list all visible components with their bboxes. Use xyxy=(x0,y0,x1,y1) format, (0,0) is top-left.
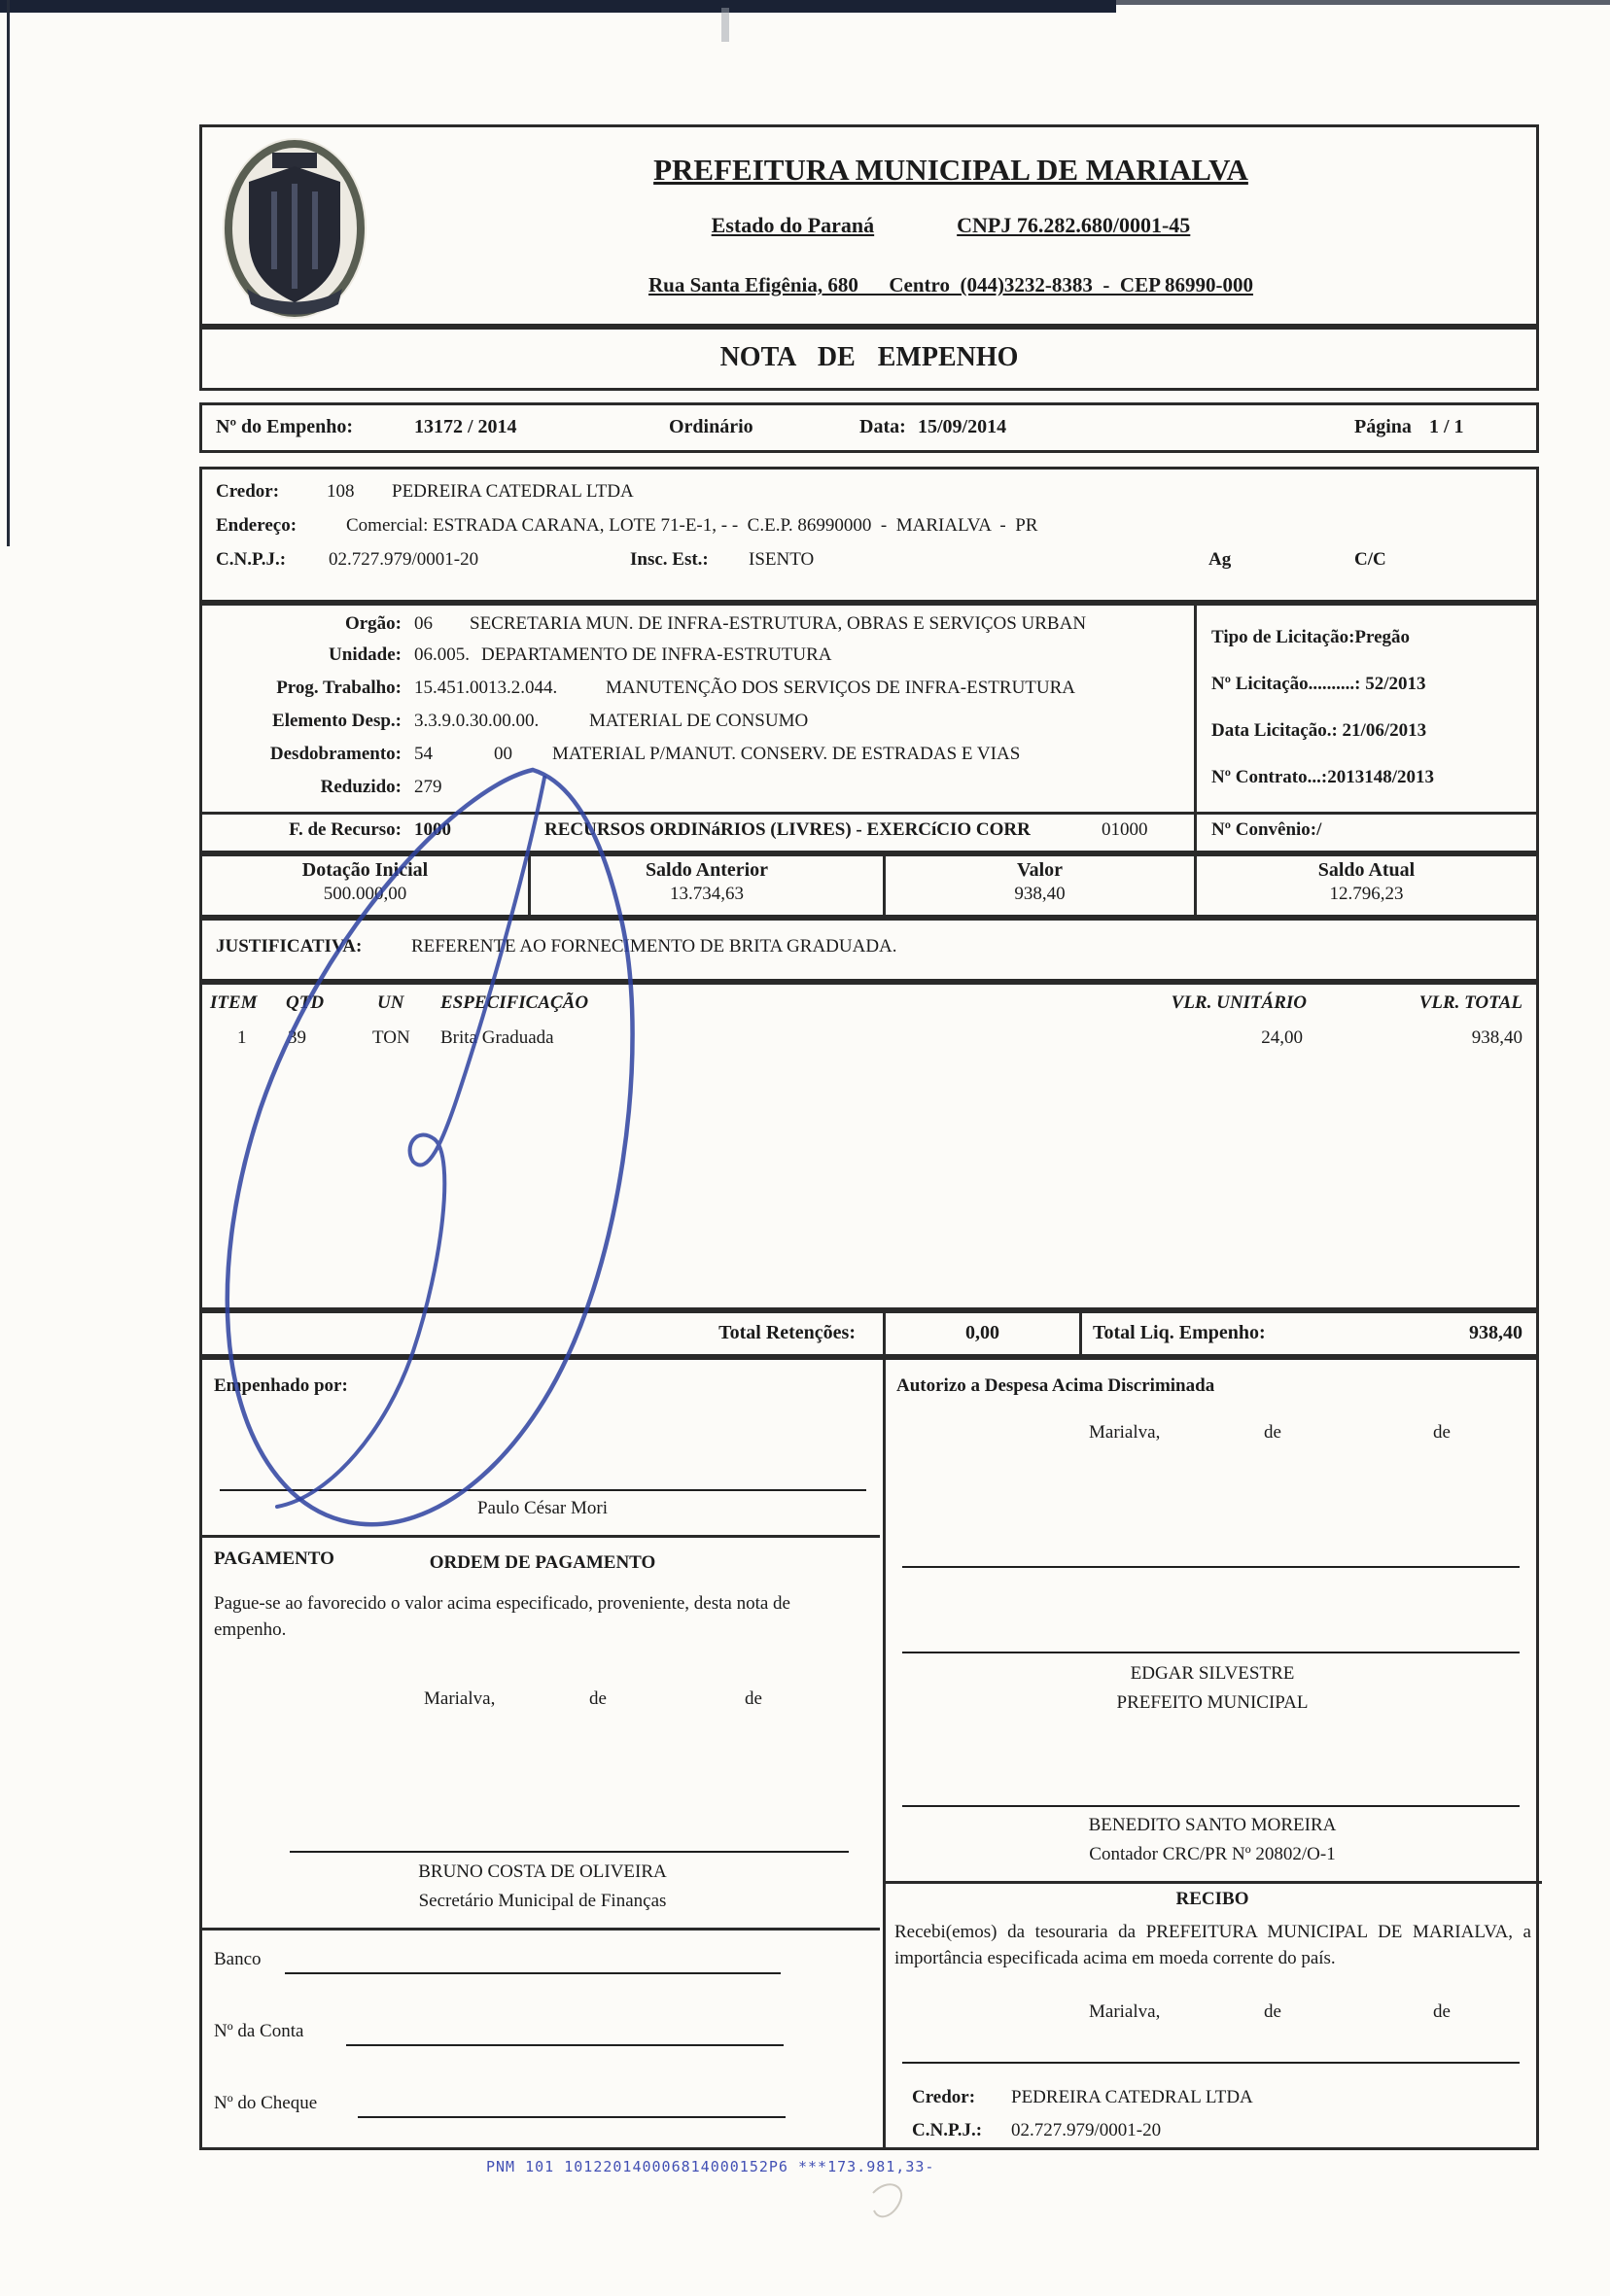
pagamento-de2: de xyxy=(745,1688,762,1709)
empenho-number-value: 13172 / 2014 xyxy=(414,416,517,437)
empenho-date-label: Data: xyxy=(859,416,906,437)
licitacao-tipo: Tipo de Licitação:Pregão xyxy=(1211,627,1411,647)
credor-code: 108 xyxy=(327,481,355,502)
unidade-code: 06.005. xyxy=(414,644,470,665)
org-title: PREFEITURA MUNICIPAL DE MARIALVA xyxy=(653,153,1248,187)
elemento-label: Elemento Desp.: xyxy=(272,711,402,731)
autorizo-title: Autorizo a Despesa Acima Discriminada xyxy=(896,1375,1215,1396)
recibo-top-divider xyxy=(883,1881,1542,1884)
contador-title: Contador CRC/PR Nº 20802/O-1 xyxy=(1089,1844,1336,1864)
desdobramento-label: Desdobramento: xyxy=(269,744,402,764)
totals-divider-2 xyxy=(1079,1313,1082,1354)
orgao-label: Orgão: xyxy=(344,613,402,634)
recurso-label: F. de Recurso: xyxy=(289,819,402,840)
secretario-signature-line xyxy=(290,1851,849,1853)
ordem-pagamento-title: ORDEM DE PAGAMENTO xyxy=(429,1552,656,1573)
licitacao-data: Data Licitação.: 21/06/2013 xyxy=(1211,720,1427,741)
saldo-atual-value: 12.796,23 xyxy=(1329,884,1404,904)
items-header-vlr-total: VLR. TOTAL xyxy=(1418,992,1522,1013)
org-address: Rua Santa Efigênia, 680 Centro (044)3232-8383 - CEP 86990-000 xyxy=(648,273,1254,296)
contador-name: BENEDITO SANTO MOREIRA xyxy=(1088,1815,1337,1835)
reduzido-label: Reduzido: xyxy=(320,777,402,797)
desdobramento-code: 54 xyxy=(414,744,433,764)
cc-label: C/C xyxy=(1354,549,1386,570)
credor-name: PEDREIRA CATEDRAL LTDA xyxy=(392,481,634,502)
items-header-un: UN xyxy=(377,992,404,1013)
dotacao-inicial-value: 500.000,00 xyxy=(323,884,407,904)
recibo-cnpj-label: C.N.P.J.: xyxy=(912,2120,983,2140)
recibo-credor-name: PEDREIRA CATEDRAL LTDA xyxy=(1011,2087,1253,2107)
scan-smudge-top xyxy=(721,8,729,42)
autorizo-de1: de xyxy=(1264,1422,1281,1443)
justificativa-box xyxy=(199,918,1539,982)
justificativa-text: REFERENTE AO FORNECIMENTO DE BRITA GRADUADA. xyxy=(411,936,897,957)
total-retencoes-value: 0,00 xyxy=(965,1322,999,1343)
pagamento-text: Pague-se ao favorecido o valor acima especificado, proveniente, desta nota de empenho. xyxy=(214,1593,790,1640)
item-row-vlr-total: 938,40 xyxy=(1471,1027,1522,1048)
cnpj-value: 02.727.979/0001-20 xyxy=(329,549,479,570)
autorizo-de2: de xyxy=(1433,1422,1451,1443)
licitacao-contrato: Nº Contrato...:2013148/2013 xyxy=(1211,767,1434,787)
recibo-credor-label: Credor: xyxy=(912,2087,976,2107)
endereco-label: Endereço: xyxy=(216,515,298,536)
prog-trabalho-desc: MANUTENÇÃO DOS SERVIÇOS DE INFRA-ESTRUTURA xyxy=(606,678,1076,698)
total-liq-value: 938,40 xyxy=(1469,1322,1522,1343)
saldo-atual-label: Saldo Atual xyxy=(1317,859,1416,881)
recibo-title: RECIBO xyxy=(1175,1889,1249,1909)
credor-label: Credor: xyxy=(216,481,280,502)
page-label: Página xyxy=(1354,416,1412,437)
recurso-code2: 01000 xyxy=(1102,819,1148,840)
saldo-anterior-value: 13.734,63 xyxy=(670,884,744,904)
logo-crown xyxy=(272,153,317,168)
items-header-qtd: QTD xyxy=(286,992,325,1013)
scan-edge-left xyxy=(7,0,10,546)
items-header-vlr-unit: VLR. UNITÁRIO xyxy=(1171,992,1307,1013)
prefeito-name: EDGAR SILVESTRE xyxy=(1130,1663,1295,1684)
recurso-code: 1000 xyxy=(414,819,451,840)
item-row-item: 1 xyxy=(237,1027,247,1048)
autorizo-signature-line-1 xyxy=(902,1566,1520,1568)
insc-value: ISENTO xyxy=(749,549,815,570)
budget-bottom-divider xyxy=(202,812,1536,815)
autorizo-city: Marialva, xyxy=(1089,1422,1161,1443)
unidade-desc: DEPARTAMENTO DE INFRA-ESTRUTURA xyxy=(481,644,832,665)
saldo-atual-cell xyxy=(1194,856,1536,915)
recibo-city: Marialva, xyxy=(1089,2001,1161,2022)
footer-right-column xyxy=(883,1360,1542,2147)
prefeito-signature-line xyxy=(902,1652,1520,1653)
doc-title: NOTA DE EMPENHO xyxy=(719,342,1019,372)
endereco-value: Comercial: ESTRADA CARANA, LOTE 71-E-1, - - C.E.P. 86990000 - MARIALVA - PR xyxy=(346,515,1038,536)
credor-box xyxy=(199,467,1539,603)
conta-line xyxy=(346,2044,784,2046)
empenho-date-value: 15/09/2014 xyxy=(918,416,1007,437)
coat-of-arms-svg xyxy=(218,133,371,322)
budget-section-box xyxy=(199,603,1539,853)
recibo-signature-line xyxy=(902,2062,1520,2064)
prog-trabalho-label: Prog. Trabalho: xyxy=(276,678,402,698)
banco-top-divider xyxy=(202,1928,880,1931)
insc-label: Insc. Est.: xyxy=(630,549,709,570)
header-box xyxy=(199,124,1539,327)
items-header-item: ITEM xyxy=(210,992,258,1013)
empenhado-name: Paulo César Mori xyxy=(476,1498,609,1518)
state-label: Estado do Paraná xyxy=(711,213,875,237)
items-header-espec: ESPECIFICAÇÃO xyxy=(440,992,589,1013)
total-liq-label: Total Liq. Empenho: xyxy=(1093,1322,1266,1343)
cnpj-label: C.N.P.J.: xyxy=(216,549,287,570)
ag-label: Ag xyxy=(1208,549,1232,570)
items-table-box xyxy=(199,982,1539,1310)
desdobramento-code2: 00 xyxy=(494,744,512,764)
cheque-label: Nº do Cheque xyxy=(214,2093,318,2113)
recibo-text: Recebi(emos) da tesouraria da PREFEITURA MUNICIPAL DE MARIALVA, a importância especificada acima em moeda corrente do país. xyxy=(894,1922,1531,1968)
dotacao-inicial-cell xyxy=(202,856,528,915)
prog-trabalho-code: 15.451.0013.2.044. xyxy=(414,678,558,698)
pencil-squiggle xyxy=(873,2184,901,2216)
empenho-type: Ordinário xyxy=(669,416,753,437)
pagamento-city: Marialva, xyxy=(424,1688,496,1709)
empenhado-signature-line xyxy=(220,1489,866,1491)
conta-label: Nº da Conta xyxy=(214,2021,304,2041)
orgao-code: 06 xyxy=(414,613,433,634)
machine-validation-line: PNM 101 101220140006814000152P6 ***173.981,33- xyxy=(486,2158,935,2175)
page-value: 1 / 1 xyxy=(1429,416,1464,437)
pagamento-top-divider xyxy=(202,1535,880,1538)
coat-of-arms-logo xyxy=(218,133,371,322)
banco-line xyxy=(285,1972,781,1974)
org-cnpj: CNPJ 76.282.680/0001-45 xyxy=(957,213,1191,237)
orgao-desc: SECRETARIA MUN. DE INFRA-ESTRUTURA, OBRAS E SERVIÇOS URBAN xyxy=(470,613,1087,634)
reduzido-code: 279 xyxy=(414,777,442,797)
valor-label: Valor xyxy=(1016,859,1064,881)
empenho-row-box xyxy=(199,402,1539,453)
pagamento-title: PAGAMENTO xyxy=(214,1548,334,1569)
recibo-de2: de xyxy=(1433,2001,1451,2022)
prefeito-title: PREFEITO MUNICIPAL xyxy=(1116,1692,1309,1713)
scan-edge-top-right xyxy=(1116,0,1610,5)
empenhado-por-label: Empenhado por: xyxy=(214,1375,348,1396)
item-row-vlr-unit: 24,00 xyxy=(1261,1027,1303,1048)
cheque-line xyxy=(358,2116,786,2118)
total-retencoes-label: Total Retenções: xyxy=(718,1322,856,1343)
desdobramento-desc: MATERIAL P/MANUT. CONSERV. DE ESTRADAS E VIAS xyxy=(552,744,1021,764)
contador-signature-line xyxy=(902,1805,1520,1807)
doc-title-box xyxy=(199,327,1539,391)
justificativa-label: JUSTIFICATIVA: xyxy=(216,936,363,957)
licitacao-convenio: Nº Convênio:/ xyxy=(1211,819,1322,840)
footer-box xyxy=(199,1357,1539,2150)
licitacao-numero: Nº Licitação..........: 52/2013 xyxy=(1211,674,1426,694)
pagamento-de1: de xyxy=(589,1688,607,1709)
empenho-number-label: Nº do Empenho: xyxy=(216,416,354,437)
saldo-anterior-cell xyxy=(528,856,883,915)
dotacao-row-box xyxy=(199,853,1539,918)
unidade-label: Unidade: xyxy=(329,644,402,665)
secretario-name: BRUNO COSTA DE OLIVEIRA xyxy=(418,1861,667,1882)
dotacao-inicial-label: Dotação Inicial xyxy=(301,859,429,881)
elemento-code: 3.3.9.0.30.00.00. xyxy=(414,711,540,731)
recurso-desc: RECURSOS ORDINáRIOS (LIVRES) - EXERCíCIO CORR xyxy=(544,819,1031,840)
elemento-desc: MATERIAL DE CONSUMO xyxy=(589,711,809,731)
totals-row-box xyxy=(199,1310,1539,1357)
valor-cell xyxy=(883,856,1194,915)
item-row-espec: Brita Graduada xyxy=(440,1027,554,1048)
item-row-qtd: 39 xyxy=(288,1027,306,1048)
secretario-title: Secretário Municipal de Finanças xyxy=(418,1891,667,1911)
saldo-anterior-label: Saldo Anterior xyxy=(645,859,769,881)
recibo-cnpj-value: 02.727.979/0001-20 xyxy=(1011,2120,1162,2140)
item-row-un: TON xyxy=(372,1027,410,1048)
recibo-de1: de xyxy=(1264,2001,1281,2022)
banco-label: Banco xyxy=(214,1949,262,1969)
scan-edge-top xyxy=(0,0,1116,13)
org-subtitle-row xyxy=(377,213,1524,238)
valor-value: 938,40 xyxy=(1014,884,1066,904)
